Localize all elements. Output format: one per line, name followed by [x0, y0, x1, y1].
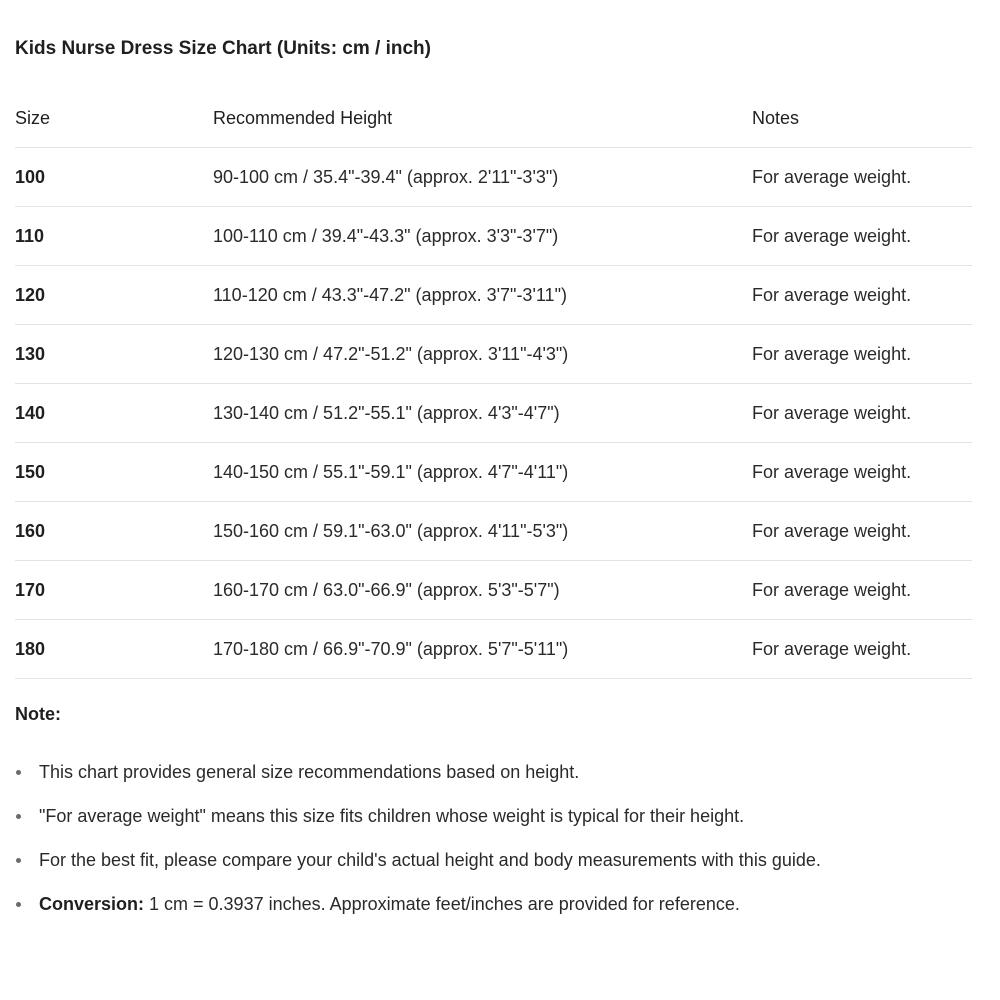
notes-cell: For average weight.	[752, 639, 912, 659]
table-row	[15, 384, 972, 443]
height-cell: 90-100 cm / 35.4"-39.4" (approx. 2'11"-3'3")	[213, 167, 559, 187]
height-cell: 160-170 cm / 63.0"-66.9" (approx. 5'3"-5'7")	[213, 580, 560, 600]
table-row	[15, 561, 972, 620]
size-cell: 130	[15, 344, 46, 364]
size-cell: 120	[15, 285, 46, 305]
size-cell: 140	[15, 403, 46, 423]
size-cell: 150	[15, 462, 46, 482]
table-row	[15, 207, 972, 266]
note-text: "For average weight" means this size fits children whose weight is typical for their height.	[39, 806, 745, 826]
size-cell: 100	[15, 167, 46, 187]
list-item	[15, 887, 935, 922]
notes-list	[15, 755, 935, 931]
size-cell: 180	[15, 639, 46, 659]
page-title: Kids Nurse Dress Size Chart (Units: cm / inch)	[15, 38, 431, 59]
table-row	[15, 266, 972, 325]
bullet-icon	[16, 770, 21, 775]
table-row	[15, 443, 972, 502]
notes-cell: For average weight.	[752, 462, 912, 482]
list-item	[15, 799, 935, 834]
size-cell: 160	[15, 521, 46, 541]
table-header-row	[15, 89, 972, 148]
height-cell: 100-110 cm / 39.4"-43.3" (approx. 3'3"-3'7")	[213, 226, 559, 246]
bullet-icon	[16, 902, 21, 907]
list-item	[15, 843, 935, 878]
notes-cell: For average weight.	[752, 226, 912, 246]
height-cell: 170-180 cm / 66.9"-70.9" (approx. 5'7"-5'11")	[213, 639, 569, 659]
height-cell: 150-160 cm / 59.1"-63.0" (approx. 4'11"-5'3")	[213, 521, 569, 541]
header-recommended-height: Recommended Height	[213, 108, 393, 128]
notes-cell: For average weight.	[752, 521, 912, 541]
note-text: This chart provides general size recommendations based on height.	[39, 762, 580, 782]
conversion-label: Conversion:	[39, 894, 145, 914]
notes-cell: For average weight.	[752, 344, 912, 364]
bullet-icon	[16, 814, 21, 819]
note-text: 1 cm = 0.3937 inches. Approximate feet/inches are provided for reference.	[144, 894, 740, 914]
table-row	[15, 502, 972, 561]
size-chart-table	[15, 89, 972, 679]
note-text: For the best fit, please compare your child's actual height and body measurements with this guide.	[39, 850, 821, 870]
height-cell: 120-130 cm / 47.2"-51.2" (approx. 3'11"-4'3")	[213, 344, 569, 364]
notes-cell: For average weight.	[752, 403, 912, 423]
header-notes: Notes	[752, 108, 800, 128]
note-heading: Note:	[15, 704, 61, 724]
bullet-icon	[16, 858, 21, 863]
size-cell: 110	[15, 226, 45, 246]
height-cell: 110-120 cm / 43.3"-47.2" (approx. 3'7"-3'11")	[213, 285, 567, 305]
notes-cell: For average weight.	[752, 580, 912, 600]
header-size: Size	[15, 108, 51, 128]
table-row	[15, 620, 972, 679]
height-cell: 140-150 cm / 55.1"-59.1" (approx. 4'7"-4'11")	[213, 462, 569, 482]
notes-cell: For average weight.	[752, 167, 912, 187]
table-row	[15, 325, 972, 384]
list-item	[15, 755, 935, 790]
notes-cell: For average weight.	[752, 285, 912, 305]
height-cell: 130-140 cm / 51.2"-55.1" (approx. 4'3"-4'7")	[213, 403, 560, 423]
size-cell: 170	[15, 580, 46, 600]
table-row	[15, 148, 972, 207]
